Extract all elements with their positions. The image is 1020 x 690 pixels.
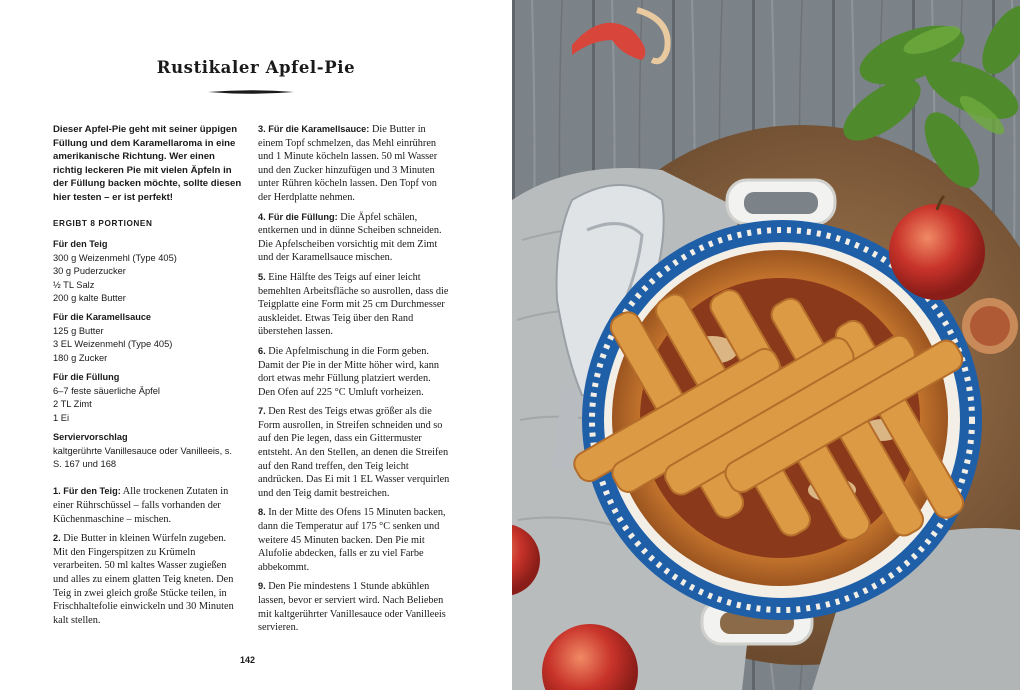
step-text: Die Apfelmischung in die Form geben. Damit der Pie in der Mitte höher wird, kann dort etwas mehr Füllung platziert werden. Den Ofen auf 225 °C Umluft vorheizen. [258,345,440,398]
serving-text: kaltgerührte Vanillesauce oder Vanilleeis, s. S. 167 und 168 [53,445,232,469]
serving-suggestion [53,431,243,471]
ingredients-filling [53,371,243,425]
step-number: 3. [258,124,266,134]
ingredient-item: 200 g kalte Butter [53,292,126,303]
step-text: Die Äpfel schälen, entkernen und in dünne Scheiben schneiden. Die Apfelscheiben vorsichtig mit dem Zimt und der Karamellsauce mischen. [258,211,442,264]
step-label: Für die Karamellsauce: [268,124,370,134]
step-text: Die Butter in einem Topf schmelzen, das Mehl einrühren und 1 Minute köcheln lassen. 50 ml Wasser und den Zucker hinzufügen und 3 Minuten unter Rühren köcheln lassen. Den Topf von der Herdplatte nehmen. [258,124,438,203]
serving-heading: Serviervorschlag [53,432,128,442]
apple-right [889,204,985,300]
step-3 [258,123,450,205]
step-label: Für die Füllung: [268,211,338,222]
ingredient-item: 125 g Butter [53,325,104,336]
step-text: Den Pie mindestens 1 Stunde abkühlen lassen, bevor er serviert wird. Nach Belieben mit kaltgerührter Vanillesauce oder Vanilleeis servieren. [258,581,446,634]
apple-pie-photo [512,0,1020,690]
right-column [258,123,450,641]
ingredient-item: 2 TL Zimt [53,399,92,410]
step-1 [53,485,243,526]
ingredient-heading: Für die Karamellsauce [53,312,152,323]
ingredient-item: 3 EL Weizenmehl (Type 405) [53,339,173,350]
title-flourish [206,88,296,96]
ingredient-heading: Für die Füllung [53,372,120,383]
ingredient-heading: Für den Teig [53,239,108,250]
step-text: Alle trockenen Zutaten in einer Rührschüssel – falls vorhanden der Küchenmaschine – mischen. [53,486,229,525]
page-number: 142 [239,655,256,665]
pie-illustration [512,0,1020,690]
ingredients-caramel [53,311,243,365]
ingredient-item: 30 g Puderzucker [53,266,126,277]
yield-label: ERGIBT 8 PORTIONEN [53,218,153,228]
step-number: 1. [53,486,61,497]
step-6 [258,345,450,399]
recipe-title: Rustikaler Apfel-Pie [156,58,356,77]
step-text: In der Mitte des Ofens 15 Minuten backen, dann die Temperatur auf 175 °C senken und weitere 45 Minuten backen. Den Pie mit Alufolie abdecken, falls er zu viel Farbe abbekommt. [258,507,446,573]
step-5 [258,271,450,339]
step-number: 9. [258,581,266,592]
step-number: 2. [53,533,61,544]
ingredient-item: 1 Ei [53,412,70,423]
step-number: 6. [258,345,266,356]
step-number: 4. [258,211,266,222]
ingredient-item: ½ TL Salz [53,279,95,290]
step-7 [258,405,450,500]
recipe-intro: Dieser Apfel-Pie geht mit seiner üppigen Füllung und dem Karamellaroma in eine amerikanische Richtung. Wer einen richtig leckeren Pie mit vielen Äpfeln in der Füllung backen möchte, sollte diesen hier testen – er ist perfekt! [53,124,242,203]
ingredient-item: 300 g Weizenmehl (Type 405) [53,252,177,263]
ingredients-dough [53,238,243,305]
step-9 [258,580,450,634]
step-2 [53,532,243,627]
ingredient-item: 6–7 feste säuerliche Äpfel [53,385,160,396]
step-4 [258,211,450,265]
left-column [53,123,243,633]
step-number: 5. [258,271,266,282]
step-text: Den Rest des Teigs etwas größer als die Form ausrollen, in Streifen schneiden und so auf den Pie legen, dass ein Gittermuster entsteht. An den Stellen, an denen die Streifen auf den Rand treffen, den Teig leicht andrücken. Das Ei mit 1 EL Wasser verquirlen und den Teig damit bestreichen. [258,406,450,499]
step-text: Die Butter in kleinen Würfeln zugeben. Mit den Fingerspitzen zu Krümeln verarbeiten. 50 ml kaltes Wasser zugießen und alles zu einem glatten Teig kneten. Den Teig in zwei gleich große Stücke teilen, in Frischhaltefolie einwickeln und 30 Minuten kalt stellen. [53,533,234,626]
step-8 [258,506,450,574]
ingredient-item: 180 g Zucker [53,352,108,363]
step-label: Für den Teig: [63,486,121,497]
step-text: Eine Hälfte des Teigs auf einer leicht bemehlten Arbeitsfläche so ausrollen, dass die Teigplatte eine Form mit 25 cm Durchmesser auskleidet. Etwas Teig über den Rand überstehen lassen. [258,271,449,338]
step-number: 7. [258,406,266,417]
step-number: 8. [258,507,266,518]
